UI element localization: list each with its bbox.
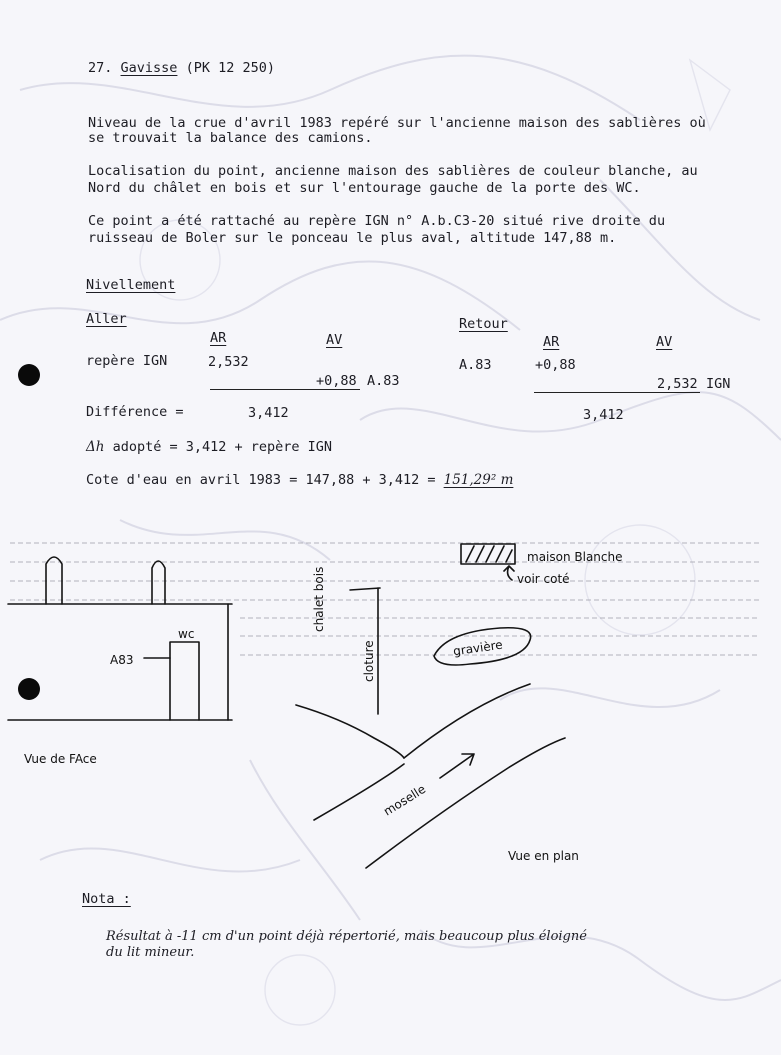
retour-row-label: A.83 <box>459 357 492 373</box>
delta-h-text: adopté = 3,412 + repère IGN <box>104 439 333 455</box>
nota-line-1: Résultat à -11 cm d'un point déjà répertorié, mais beaucoup plus éloigné <box>106 929 587 944</box>
maison-hatching <box>466 546 512 562</box>
sketch-label-wc: wc <box>178 627 195 641</box>
paragraph-2-line-2: Nord du châlet en bois et sur l'entourage gauche de la porte des WC. <box>88 180 641 196</box>
wc-door <box>170 642 199 720</box>
road-upper-left-edge <box>296 705 404 758</box>
sketch-label-moselle: moselle <box>381 781 429 819</box>
nota-title: Nota : <box>82 891 131 907</box>
aller-diff-value: 3,412 <box>248 405 289 421</box>
section-pk: (PK 12 250) <box>185 60 275 76</box>
paragraph-1-line-2: se trouvait la balance des camions. <box>88 130 373 146</box>
chimney-left <box>46 557 62 604</box>
retour-col-av: AV <box>656 334 673 350</box>
paragraph-3-line-1: Ce point a été rattaché au repère IGN n° A.b.C3-20 situé rive droite du <box>88 213 666 229</box>
chalet-wall-top <box>350 588 380 590</box>
sketch-label-a83: A83 <box>110 653 134 667</box>
retour-av-value: 2,532 <box>657 376 698 392</box>
chimney-right <box>152 561 165 604</box>
retour-diff-value: 3,412 <box>583 407 624 423</box>
cote-result: 151,29² m <box>443 472 514 488</box>
paragraph-3-line-2: ruisseau de Boler sur le ponceau le plus aval, altitude 147,88 m. <box>88 230 617 246</box>
sketch-label-graviere: gravière <box>452 637 504 659</box>
road-upper-right-edge <box>404 684 530 758</box>
sketch-label-cloture: cloture <box>362 640 376 682</box>
nivellement-title: Nivellement <box>86 277 176 293</box>
aller-ar-value: 2,532 <box>208 354 249 370</box>
sketch-label-voir-cote: voir coté <box>517 572 570 586</box>
aller-col-av: AV <box>326 332 343 348</box>
cote-text: Cote d'eau en avril 1983 = 147,88 + 3,412 = <box>86 472 444 488</box>
delta-h-symbol: Δh <box>86 439 105 455</box>
paragraph-1-line-1: Niveau de la crue d'avril 1983 repéré sur l'ancienne maison des sablières où <box>88 115 706 131</box>
maison-pointer-arrow <box>504 566 514 580</box>
aller-row-label: repère IGN <box>86 353 168 369</box>
sketch-ruled-lines <box>10 543 760 655</box>
retour-av-point: IGN <box>706 376 731 392</box>
retour-ar-value: +0,88 <box>535 357 576 373</box>
nota-line-2: du lit mineur. <box>106 945 195 960</box>
aller-av-point: A.83 <box>367 373 400 389</box>
sketch-label-chalet: chalet bois <box>312 566 326 632</box>
retour-col-ar: AR <box>543 334 560 350</box>
sketch-label-vue-face: Vue de FAce <box>24 752 97 766</box>
sketch-label-maison: maison Blanche <box>527 550 623 564</box>
aller-col-ar: AR <box>210 330 227 346</box>
sketch-label-vue-plan: Vue en plan <box>508 849 579 863</box>
paragraph-2-line-1: Localisation du point, ancienne maison des sablières de couleur blanche, au <box>88 163 698 179</box>
aller-av-value: +0,88 <box>316 373 357 389</box>
section-number: 27. <box>88 60 113 76</box>
aller-label: Aller <box>86 311 127 327</box>
section-place: Gavisse <box>120 60 178 76</box>
aller-diff-label: Différence = <box>86 404 184 420</box>
moselle-arrow <box>440 754 474 778</box>
retour-label: Retour <box>459 316 508 332</box>
